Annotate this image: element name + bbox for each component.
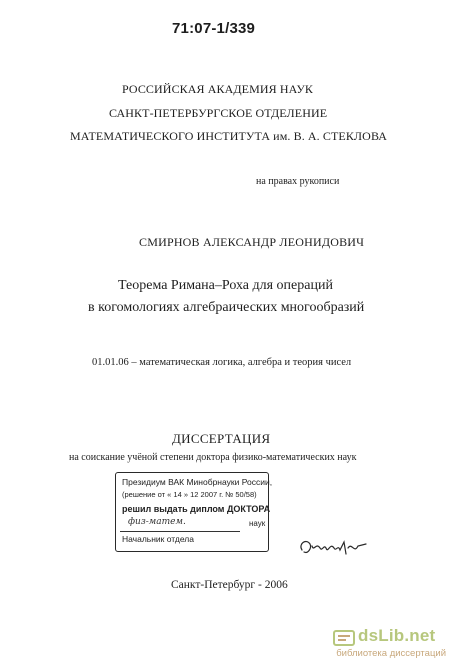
institution-line-1: РОССИЙСКАЯ АКАДЕМИЯ НАУК [122,82,314,96]
institution-line-3: МАТЕМАТИЧЕСКОГО ИНСТИТУТА им. В. А. СТЕКЛОВА [70,129,388,143]
institution-line-2: САНКТ-ПЕТЕРБУРГСКОЕ ОТДЕЛЕНИЕ [109,106,328,120]
stamp-line-4-suffix: наук [249,519,266,528]
vak-approval-stamp [115,472,273,552]
stamp-line-2: (решение от « 14 » 12 2007 г. № 50/58) [122,490,257,499]
author-name: СМИРНОВ АЛЕКСАНДР ЛЕОНИДОВИЧ [139,235,365,249]
dissertation-title-line-2: в когомологиях алгебраических многообразий [88,300,365,315]
call-number: 71:07-1/339 [172,20,256,37]
dslib-watermark [330,626,450,664]
handwritten-signature [296,532,368,562]
dissertation-title-line-1: Теорема Римана–Роха для операций [118,278,333,293]
rights-note: на правах рукописи [256,176,340,187]
document-type: ДИССЕРТАЦИЯ [172,431,271,446]
degree-line: на соискание учёной степени доктора физико-математических наук [69,452,357,463]
dslib-logo-icon [332,627,356,649]
city-year: Санкт-Петербург - 2006 [171,579,288,591]
stamp-line-5: Начальник отдела [122,534,194,544]
stamp-line-3: решил выдать диплом ДОКТОРА [122,504,271,514]
stamp-line-1: Президиум ВАК Минобрнауки России, [122,477,273,487]
specialty-code: 01.01.06 – математическая логика, алгебра и теория чисел [92,357,352,368]
watermark-subtitle: библиотека диссертаций [336,648,446,659]
watermark-logo-text: dsLib.net [358,626,436,645]
stamp-handwritten-field: физ-матем. [128,517,186,527]
